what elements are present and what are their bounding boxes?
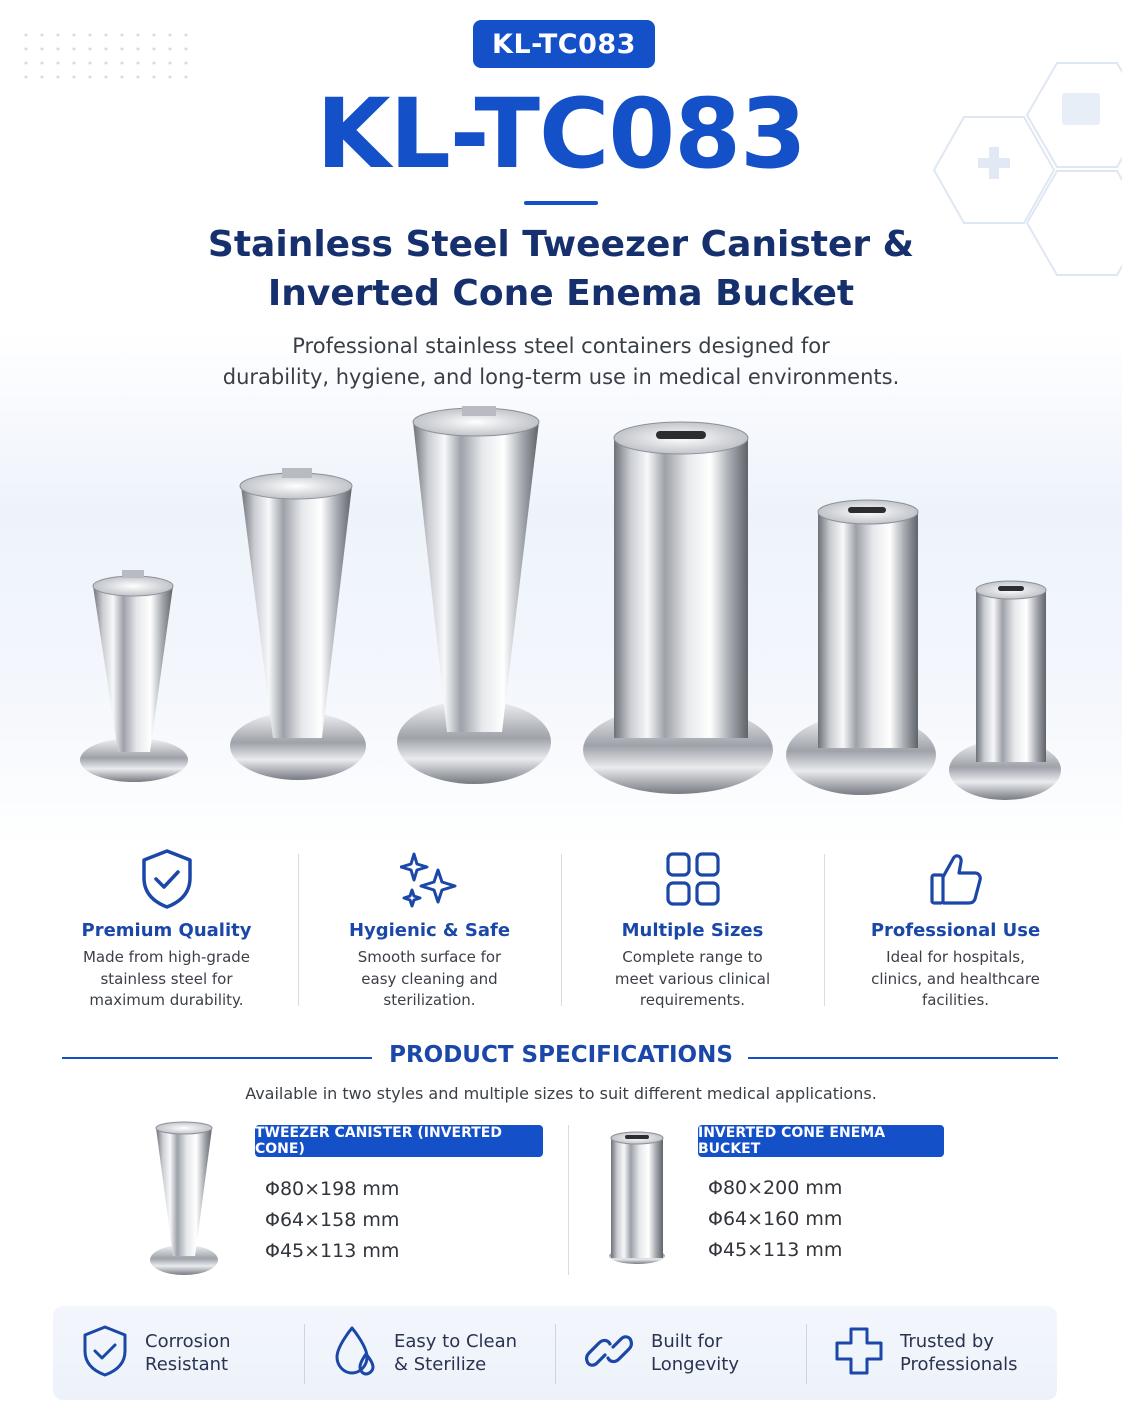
size-item: Φ80×200 mm — [708, 1177, 843, 1199]
benefit-trusted — [806, 1322, 1057, 1384]
shield-check-icon — [35, 844, 298, 914]
model-badge: KL-TC083 — [473, 20, 655, 68]
spec-column-divider — [568, 1125, 569, 1275]
water-drop-icon — [332, 1324, 378, 1382]
spec-heading: PRODUCT SPECIFICATIONS — [389, 1042, 733, 1068]
cone-canister-medium — [230, 468, 366, 780]
tweezer-canister-label: TWEEZER CANISTER (INVERTED CONE) — [255, 1125, 543, 1157]
spec-subheading: Available in two styles and multiple sizes to suit different medical applications. — [245, 1084, 877, 1103]
dot-pattern — [18, 28, 188, 84]
desc-line: easy cleaning and — [361, 969, 498, 988]
size-item: Φ80×198 mm — [265, 1178, 400, 1200]
cylinder-bucket-small — [949, 581, 1061, 800]
size-item: Φ64×158 mm — [265, 1209, 400, 1231]
product-subtitle — [0, 331, 1122, 393]
product-lineup-image — [0, 400, 1122, 820]
feature-premium-quality — [35, 842, 298, 1017]
feature-professional-use — [824, 842, 1087, 1017]
feature-row — [35, 842, 1087, 1017]
tweezer-canister-thumbnail — [140, 1118, 224, 1280]
title-line-2: Inverted Cone Enema Bucket — [267, 273, 855, 314]
benefit-label — [394, 1330, 517, 1376]
feature-description — [35, 947, 298, 1012]
desc-line: clinics, and healthcare — [871, 969, 1040, 988]
spec-heading-rule-right — [748, 1057, 1058, 1059]
subtitle-line-1: Professional stainless steel containers designed for — [292, 334, 830, 358]
size-item: Φ45×113 mm — [265, 1240, 400, 1262]
feature-title: Multiple Sizes — [621, 920, 764, 941]
product-title — [0, 220, 1122, 318]
benefit-label — [145, 1330, 230, 1376]
sparkle-icon — [298, 844, 561, 914]
desc-line: requirements. — [639, 991, 746, 1009]
desc-line: maximum durability. — [89, 991, 244, 1009]
benefit-line: Trusted by — [900, 1331, 994, 1352]
benefit-label — [900, 1330, 1018, 1376]
benefit-line: Resistant — [145, 1354, 229, 1375]
feature-description — [298, 947, 561, 1012]
feature-title: Premium Quality — [81, 920, 252, 941]
feature-hygienic-safe — [298, 842, 561, 1017]
feature-multiple-sizes — [561, 842, 824, 1017]
feature-description — [561, 947, 824, 1012]
benefit-line: & Sterilize — [394, 1354, 487, 1375]
benefit-line: Corrosion — [145, 1331, 231, 1352]
benefit-line: Longevity — [651, 1354, 739, 1375]
benefit-easy-clean — [304, 1322, 555, 1384]
desc-line: Smooth surface for — [357, 948, 502, 966]
feature-title: Hygienic & Safe — [348, 920, 511, 941]
feature-title: Professional Use — [870, 920, 1041, 941]
benefit-line: Easy to Clean — [394, 1331, 518, 1352]
desc-line: Complete range to — [622, 948, 763, 966]
thumbs-up-icon — [824, 844, 1087, 914]
cylinder-bucket-medium — [786, 500, 936, 795]
chain-link-icon — [583, 1325, 635, 1381]
benefit-label — [651, 1330, 739, 1376]
benefit-line: Professionals — [900, 1354, 1018, 1375]
cone-canister-large — [397, 406, 551, 784]
desc-line: sterilization. — [383, 991, 476, 1009]
shield-check-icon — [81, 1324, 129, 1382]
tweezer-size-list — [265, 1174, 399, 1267]
cone-canister-small — [80, 570, 188, 782]
desc-line: stainless steel for — [100, 969, 233, 988]
medical-cross-icon — [834, 1326, 884, 1380]
benefit-line: Built for — [651, 1331, 723, 1352]
enema-size-list — [708, 1173, 842, 1266]
size-item: Φ64×160 mm — [708, 1208, 843, 1230]
subtitle-line-2: durability, hygiene, and long-term use in medical environments. — [222, 365, 900, 389]
title-divider — [524, 201, 598, 205]
benefit-longevity — [555, 1322, 806, 1384]
title-line-1: Stainless Steel Tweezer Canister & — [207, 224, 915, 265]
feature-description — [824, 947, 1087, 1012]
enema-bucket-label: INVERTED CONE ENEMA BUCKET — [698, 1125, 944, 1157]
enema-bucket-thumbnail — [605, 1128, 669, 1268]
grid-icon — [561, 844, 824, 914]
model-number: KL-TC083 — [316, 78, 806, 190]
size-item: Φ45×113 mm — [708, 1239, 843, 1261]
benefits-bar — [53, 1306, 1057, 1400]
cylinder-bucket-large — [583, 422, 773, 794]
desc-line: meet various clinical — [614, 969, 771, 988]
benefit-corrosion-resistant — [53, 1322, 304, 1384]
desc-line: Ideal for hospitals, — [886, 948, 1025, 966]
desc-line: facilities. — [921, 991, 990, 1009]
desc-line: Made from high-grade — [82, 948, 251, 966]
